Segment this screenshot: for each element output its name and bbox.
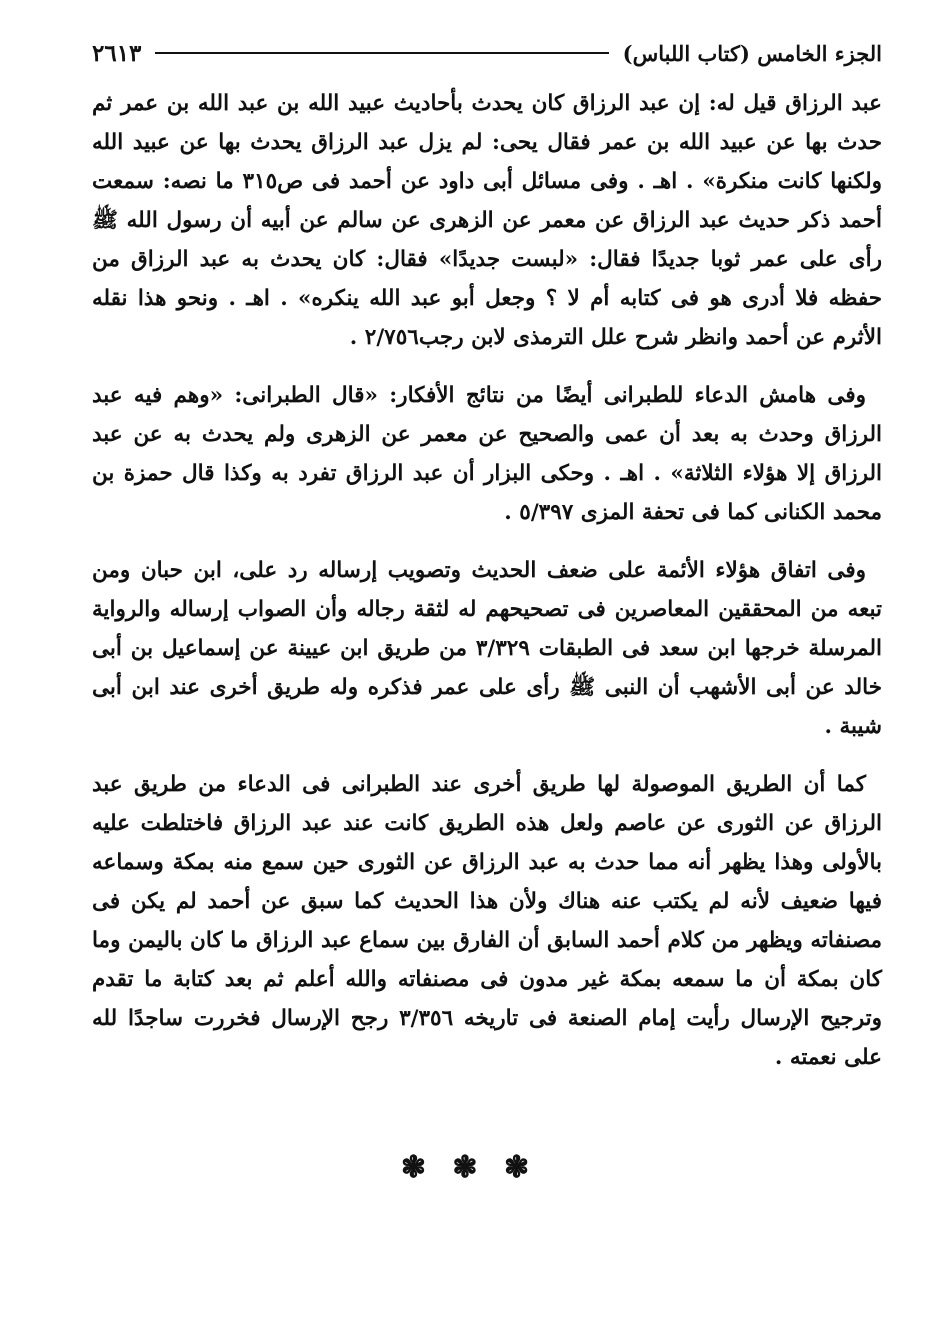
page-header — [92, 38, 882, 68]
header-rule — [155, 52, 608, 54]
body-text — [92, 84, 882, 1096]
paragraph-2: وفى هامش الدعاء للطبرانى أيضًا من نتائج الأفكار: «قال الطبرانى: «وهم فيه عبد الرزاق وحدث به بعد أن عمى والصحيح عن معمر عن الزهرى ولم يحدث به عن عبد الرزاق إلا هؤلاء الثلاثة» . اهـ . وحكى البزار أن عبد الرزاق تفرد به وكذا قال حمزة بن محمد الكنانى كما فى تحفة المزى ٥/٣٩٧ . — [92, 383, 882, 525]
paragraph-4: كما أن الطريق الموصولة لها طريق أخرى عند الطبرانى فى الدعاء من طريق عبد الرزاق عن الثورى عن عاصم ولعل هذه الطريق كانت عند عبد الرزاق فاختلطت عليه بالأولى وهذا يظهر أنه مما حدث به عبد الرزاق عن الثورى حين سمع منه بمكة وسماعه فيها ضعيف لأنه لم يكتب عنه هناك ولأن هذا الحديث كما سبق عن أحمد لم يكن فى مصنفاته ويظهر من كلام أحمد السابق أن الفارق بين سماع عبد الرزاق ما كان باليمن وما كان بمكة أن ما سمعه بمكة غير مدون فى مصنفاته والله أعلم ثم بعد كتابة ما تقدم وترجيح الإرسال رأيت إمام الصنعة فى تاريخه ٣/٣٥٦ رجح الإرسال فخررت ساجدًا لله على نعمته . — [92, 772, 882, 1070]
running-title: الجزء الخامس (كتاب اللباس) — [622, 40, 882, 66]
paragraph-1: عبد الرزاق قيل له: إن عبد الرزاق كان يحدث بأحاديث عبيد الله بن عبد الله بن عمر ثم حدث بها عن عبيد الله بن عمر فقال يحى: لم يزل عبد الرزاق يحدث بها عن عبيد الله ولكنها كانت منكرة» . اهـ . وفى مسائل أبى داود عن أحمد فى ص٣١٥ ما نصه: سمعت أحمد ذكر حديث عبد الرزاق عن معمر عن الزهرى عن سالم عن أبيه أن رسول الله ﷺ رأى على عمر ثوبا جديدًا فقال: «لبست جديدًا» فقال: كان يحدث به عبد الرزاق من حفظه فلا أدرى هو فى كتابه أم لا ؟ وجعل أبو عبد الله ينكره» . اهـ . ونحو هذا نقله الأثرم عن أحمد وانظر شرح علل الترمذى لابن رجب٢/٧٥٦ . — [92, 91, 882, 350]
section-end-ornament: ❃ ❃ ❃ — [400, 1150, 538, 1185]
page-number: ٢٦١٣ — [92, 39, 142, 67]
paragraph-3: وفى اتفاق هؤلاء الأئمة على ضعف الحديث وتصويب إرساله رد على، ابن حبان ومن تبعه من المحققين المعاصرين فى تصحيحهم له لثقة رجاله وأن الصواب إرساله والرواية المرسلة خرجها ابن سعد فى الطبقات ٣/٣٢٩ من طريق ابن عيينة عن إسماعيل بن أبى خالد عن أبى الأشهب أن النبى ﷺ رأى على عمر فذكره وله طريق أخرى عند ابن أبى شيبة . — [92, 558, 882, 739]
